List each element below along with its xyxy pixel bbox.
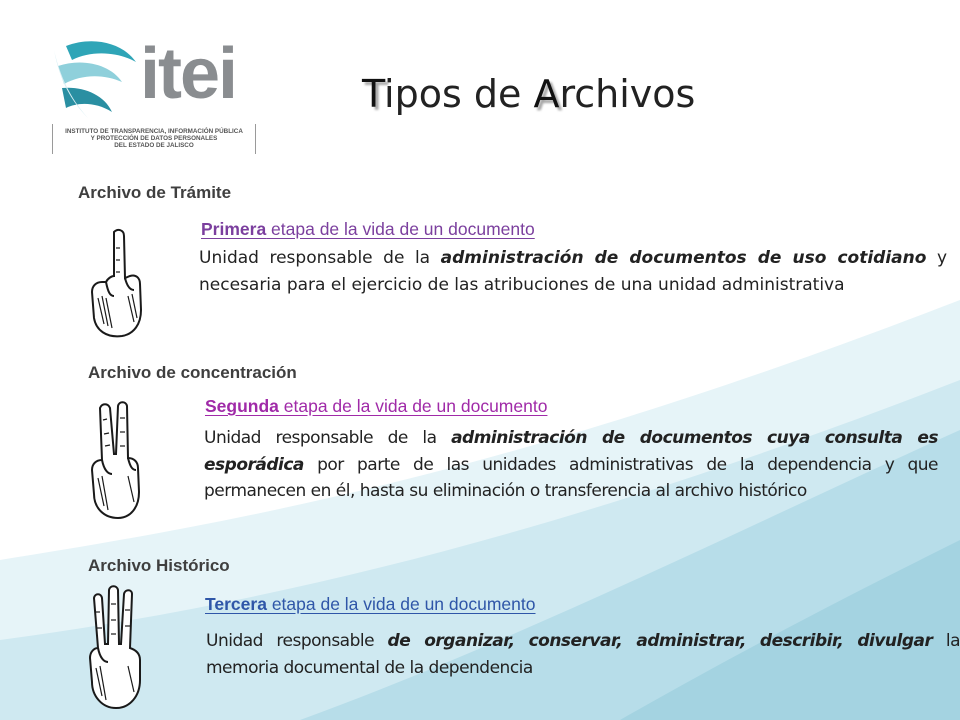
section-heading-historico: Archivo Histórico	[88, 556, 230, 575]
stage-link-tercera[interactable]: Tercera etapa de la vida de un documento	[205, 594, 536, 614]
description-historico: Unidad responsable de organizar, conservar, administrar, describir, divulgar la memoria documental de la dependencia	[206, 631, 960, 678]
itei-logo	[52, 36, 262, 158]
itei-wordmark: itei	[140, 34, 237, 114]
section-heading-concentracion: Archivo de concentración	[88, 363, 297, 382]
page-title: Tipos de Archivos	[362, 72, 696, 116]
description-concentracion: Unidad responsable de la administración de documentos cuya consulta es esporádica por parte de las unidades administrativas de la dependencia y que permanecen en él, hasta su eliminación o transferencia al archivo histórico	[204, 428, 939, 501]
section-heading-tramite: Archivo de Trámite	[78, 183, 232, 202]
itei-logo-symbol-icon	[52, 36, 142, 122]
description-tramite: Unidad responsable de la administración de documentos de uso cotidiano y necesaria para el ejercicio de las atribuciones de una unidad administrativa	[199, 248, 948, 295]
stage-link-primera[interactable]: Primera etapa de la vida de un documento	[201, 219, 535, 239]
hand-three-fingers-icon	[84, 584, 150, 712]
stage-link-segunda[interactable]: Segunda etapa de la vida de un documento	[205, 396, 548, 416]
hand-one-finger-icon	[84, 226, 150, 340]
hand-two-fingers-icon	[84, 400, 150, 522]
logo-subtitle: INSTITUTO DE TRANSPARENCIA, INFORMACIÓN PÚBLICA Y PROTECCIÓN DE DATOS PERSONALES DEL ESTADO DE JALISCO	[65, 128, 243, 149]
